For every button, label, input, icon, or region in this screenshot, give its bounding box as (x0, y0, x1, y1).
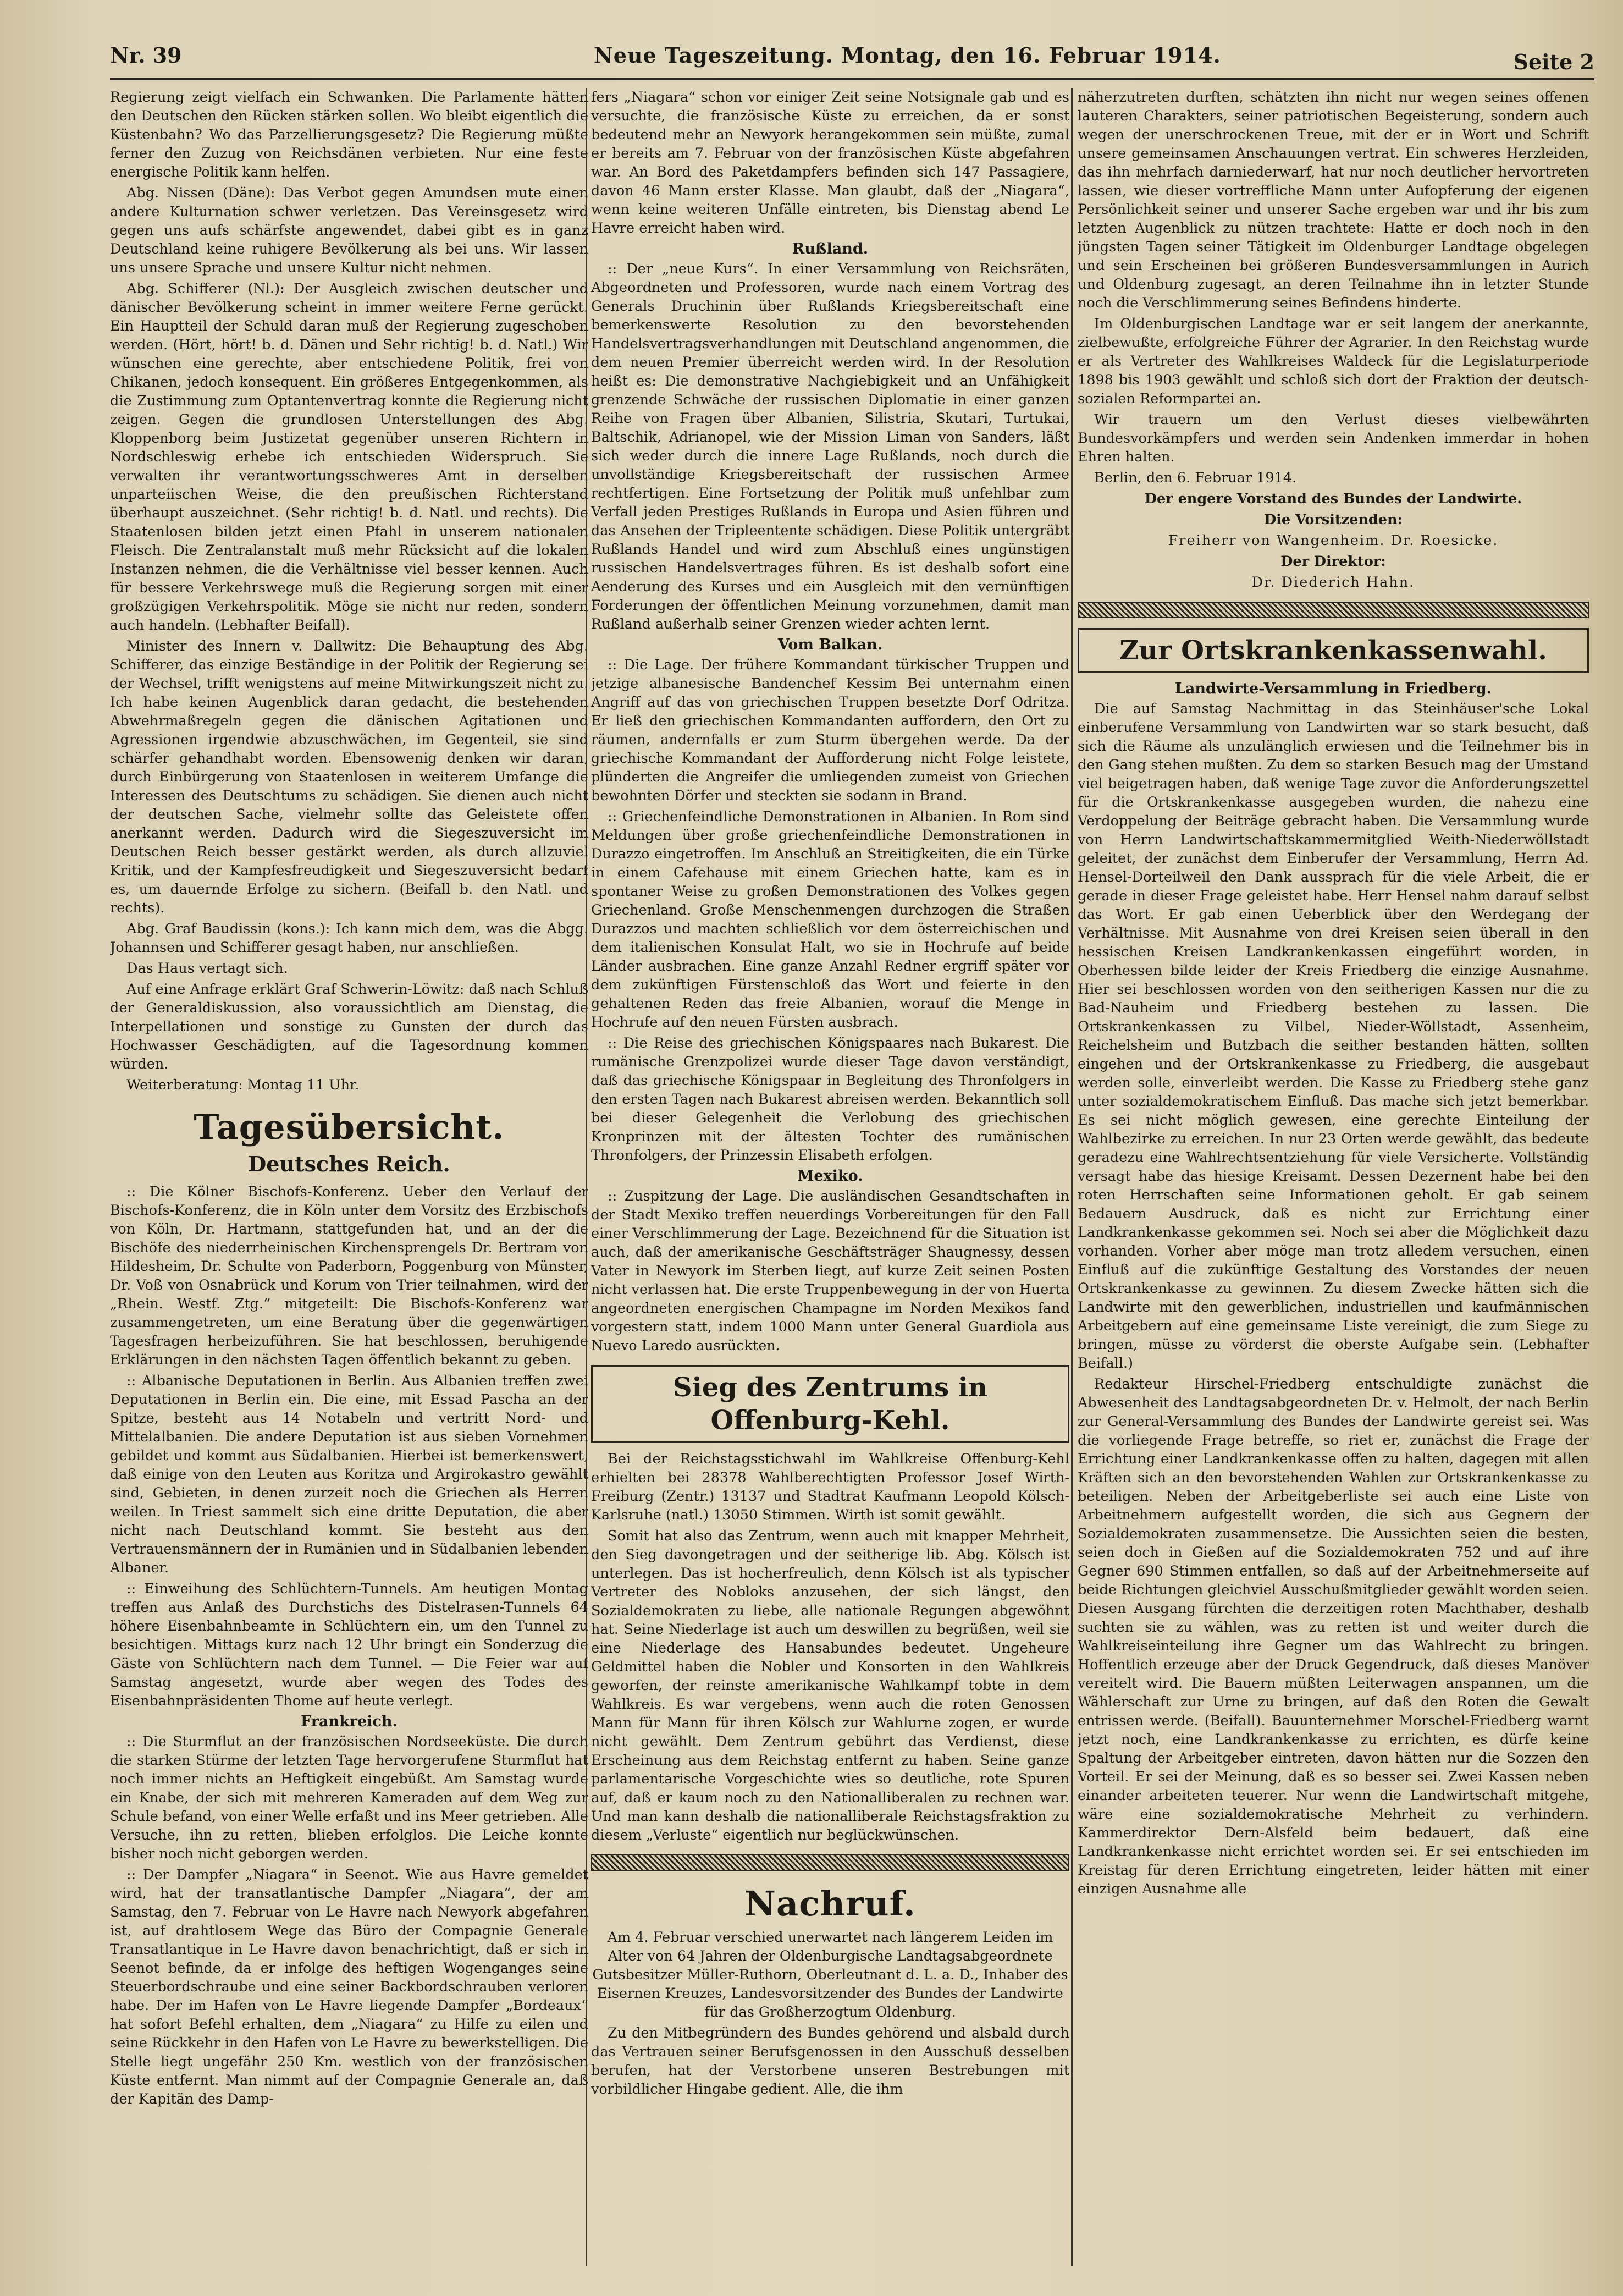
obituary-signatory-role: Der Direktor: (1280, 553, 1386, 570)
paragraph: Zu den Mitbegründern des Bundes gehörend und alsbald durch das Vertrauen seiner Berufsgenossen in den Ausschuß desselben berufen, hat der Verstorbene unseren Bestrebungen mit vorbildlicher Hingabe gedient. Alle, die ihm (591, 2025, 1069, 2097)
ornamental-rule (1078, 602, 1589, 618)
article-subtitle: Landwirte-Versammlung in Friedberg. (1174, 680, 1492, 697)
paragraph: Wir trauern um den Verlust dieses vielbewährten Bundesvorkämpfers und werden sein Andenken immerdar in hohen Ehren halten. (1078, 411, 1589, 465)
paragraph: Die auf Samstag Nachmittag in das Steinhäuser'sche Lokal einberufene Versammlung von Landwirten war so stark besucht, daß sich die Räume als unzulänglich erwiesen und die Teilnehmer bis in den Gang stehen mußten. Zu dem so starken Besuch mag der Umstand viel beigetragen haben, daß wenige Tage zuvor die Anforderungszettel für die Ortskrankenkasse ausgegeben wurden, die nahezu eine Verdoppelung der Beiträge gebracht haben. Die Versammlung wurde von Herrn Landwirtschaftskammermitglied Weith-Niederwöllstadt geleitet, der zunächst dem Einberufer der Versammlung, Herrn Ad. Hensel-Dorteilweil den Dank aussprach für die viele Arbeit, die er gerade in dieser Frage geleistet habe. Herr Hensel nahm darauf selbst das Wort. Er gab einen Ueberblick über den Werdegang der Verhältnisse. Mit Ausnahme von drei Kreisen seien überall in den hessischen Kreisen Landkrankenkassen eingeführt worden, in Oberhessen bilde leider der Kreis Friedberg die einzige Ausnahme. Hier sei beschlossen worden von den seitherigen Kassen nur die zu Bad-Nauheim und Friedberg bestehen zu lassen. Die Ortskrankenkassen zu Vilbel, Nieder-Wöllstadt, Assenheim, Reichelsheim und Butzbach die seither bestanden hätten, sollten eingehen und der Ortskrankenkasse zu Friedberg, die ausgebaut werden solle, einverleibt werden. Die Kasse zu Friedberg stehe ganz unter sozialdemokratischem Einfluß. Das mache sich jetzt bemerkbar. Es sei nicht möglich gewesen, eine gerechte Einteilung der Wahlbezirke zu erreichen. In nur 23 Orten werde gewählt, das bedeute geradezu eine Wahlrechtsentziehung für viele Versicherte. Vollständig versagt habe das hiesige Kreisamt. Dessen Dezernent habe bei den roten Herrschaften seine Informationen geholt. Er gab seinem Bedauern Ausdruck, daß es nicht zur Errichtung einer Landkrankenkasse gekommen sei. Noch sei aber die Möglichkeit dazu vorhanden. Vorher aber möge man trotz alledem versuchen, einen Einfluß auf die zukünftige Gestaltung des Vorstandes der neuen Ortskrankenkasse zu gewinnen. Zu diesem Zwecke hätten sich die Landwirte mit den gewerblichen, industriellen und kaufmännischen Arbeitgebern auf eine gemeinsame Liste vereinigt, die zum Siege zu bringen, müsse zu vörderst die oberste Aufgabe sein. (Lebhafter Beifall.) (1078, 701, 1589, 1372)
article-title-nachruf: Nachruf. (744, 1884, 916, 1924)
paragraph: Minister des Innern v. Dallwitz: Die Behauptung des Abg. Schifferer, das einzige Beständige in der Politik der Regierung sei der Wechsel, trifft wenigstens auf meine Mitwirkungszeit nicht zu. Ich habe keinen Augenblick daran gedacht, die bestehenden Abwehrmaßregeln gegen die dänischen Agitationen und Agressionen irgendwie abzuschwächen, im Gegenteil, sie sind schärfer gehandhabt worden. Ebensowenig denken wir daran, durch Einbürgerung von Staatenlosen in weiterem Umfange die Interessen des Deutschtums zu schädigen. Sie dienen auch nicht der deutschen Sache, vielmehr sollte das Geleistete offen anerkannt werden. Dadurch wird die Siegeszuversicht im Deutschen Reich besser gestärkt werden, als durch allzuviel Kritik, und der Kampfesfreudigkeit und Siegeszuversicht bedarf es, um dauernde Erfolge zu sichern. (Beifall b. den Natl. und rechts). (110, 638, 588, 916)
obituary-intro: Am 4. Februar verschied unerwartet nach längerem Leiden im Alter von 64 Jahren der Oldenburgische Landtagsabgeordnete Gutsbesitzer Müller-Ruthorn, Oberleutnant d. L. a. D., Inhaber des Eisernen Kreuzes, Landesvorsitzender des Bundes der Landwirte für das Großherzogtum Oldenburg. (592, 1929, 1068, 2020)
news-item: :: Zuspitzung der Lage. Die ausländischen Gesandtschaften in der Stadt Mexiko treffen neuerdings Vorbereitungen für den Fall einer Verschlimmerung der Lage. Bezeichnend für die Situation ist auch, daß der amerikanische Geschäftsträger Shaugnessy, dessen Vater in Newyork im Sterben liegt, auf kurze Zeit seinen Posten nicht verlassen hat. Die erste Truppenbewegung in der von Huerta angeordneten energischen Champagne im Norden Mexikos fand vorgestern statt, indem 1000 Mann unter General Guardiola aus Nuevo Laredo ausrückten. (591, 1188, 1069, 1354)
paragraph: Auf eine Anfrage erklärt Graf Schwerin-Löwitz: daß nach Schluß der Generaldiskussion, also voraussichtlich am Dienstag, die Interpellationen und sonstige zu Gunsten der durch das Hochwasser Geschädigten, auf die Tagesordnung kommen würden. (110, 981, 588, 1072)
paragraph: Redakteur Hirschel-Friedberg entschuldigte zunächst die Abwesenheit des Landtagsabgeordneten Dr. v. Helmolt, der nach Berlin zur General-Versammlung des Bundes der Landwirte gereist sei. Was die vorliegende Frage betreffe, so riet er, zunächst die Frage der Errichtung einer Landkrankenkasse offen zu halten, dagegen mit allen Kräften sich an den bevorstehenden Wahlen zur Ortskrankenkasse zu beteiligen. Neben der Arbeitgeberliste sei auch eine Liste von Arbeitnehmern aufgestellt worden, die sich aus Gegnern der Sozialdemokraten zusammensetze. Die Aussichten seien die besten, seien doch in Gießen auf die Sozialdemokraten 752 und auf ihre Gegner 690 Stimmen entfallen, so daß auf der Arbeitnehmerseite auf beide Richtungen gleichviel Ausschußmitglieder gewählt worden seien. Diesen Ausgang fürchten die derzeitigen roten Machthaber, deshalb suchten sie zu wählen, was zu retten ist und weiter durch die Wahlkreiseinteilung ihre Gegner um das Wahlrecht zu bringen. Hoffentlich erzeuge aber der Druck Gegendruck, daß dieses Manöver vereitelt wird. Die Bauern müßten Leiterwagen anspannen, um die Wählerschaft zur Urne zu bringen, auf daß den Roten die Gewalt entrissen werde. (Beifall). Bauunternehmer Morschel-Friedberg warnt jetzt noch, eine Landkrankenkasse zu errichten, es dürfe keine Spaltung der Arbeitgeber eintreten, davon hätten nur die Sozzen den Vorteil. Er sei der Meinung, daß es so besser sei. Zwei Kassen neben einander arbeiteten teuerer. Nur wenn die Landwirtschaft mitgehe, wäre eine sozialdemokratische Mehrheit zu verhindern. Kammerdirektor Dern-Alsfeld beim bedauert, daß eine Landkrankenkasse nicht errichtet worden sei. Er sei entschieden im Kreistag für deren Errichtung eingetreten, leider hätten mit einer einzigen Ausnahme alle (1078, 1376, 1589, 1897)
obituary-signatory: Der engere Vorstand des Bundes der Landwirte. (1144, 491, 1522, 507)
article-title-sieg-des-zentrums: Sieg des Zentrums in Offenburg-Kehl. (591, 1365, 1069, 1443)
news-item: :: Albanische Deputationen in Berlin. Aus Albanien treffen zwei Deputationen in Berlin ein. Die eine, mit Essad Pascha an der Spitze, besteht aus 14 Notabeln und vertritt Nord- und Mittelalbanien. Die andere Deputation ist aus sieben Vornehmen gebildet und kommt aus Südalbanien. Hierbei ist bemerkenswert, daß einige von den Leuten aus Koritza und Argirokastro gewählt sind, Gebieten, in denen zurzeit noch die Griechen als Herren weilen. In Triest sammelt sich eine dritte Deputation, die aber nicht nach Deutschland kommt. Sie besteht aus den Vertrauensmännern der in Rumänien und in Südalbanien lebenden Albaner. (110, 1373, 588, 1576)
paragraph: Das Haus vertagt sich. (126, 960, 288, 977)
news-item: :: Die Reise des griechischen Königspaares nach Bukarest. Die rumänische Grenzpolizei wurde dieser Tage davon verständigt, daß das griechische Königspaar in Begleitung des Thronfolgers in den ersten Tagen nach Bukarest abreisen werden. Bekanntlich soll bei dieser Gelegenheit die Verlobung des griechischen Kronprinzen mit der ältesten Tochter des rumänischen Thronfolgers, der Prinzessin Elisabeth erfolgen. (591, 1035, 1069, 1164)
obituary-signatory-role: Die Vorsitzenden: (1264, 511, 1403, 528)
paragraph: Somit hat also das Zentrum, wenn auch mit knapper Mehrheit, den Sieg davongetragen und der seitherige lib. Abg. Kölsch ist unterlegen. Das ist hocherfreulich, denn Kölsch ist als typischer Vertreter des Nobloks anzusehen, der sich längst, den Sozialdemokraten zu liebe, alle nationale Regungen abgewöhnt hat. Seine Niederlage ist auch um deswillen zu begrüßen, weil sie eine Niederlage des Hansabundes bedeutet. Ungeheure Geldmittel haben die Nobler und Konsorten in den Wahlkreis geworfen, der reinste amerikanische Wahlkampf tobte in dem Wahlkreis. Es war vergebens, wenn auch die roten Genossen Mann für Mann für ihren Kölsch zur Wahlurne zogen, er wurde nicht gewählt. Dem Zentrum gebührt das Verdienst, diese Erscheinung aus dem Reichstag entfernt zu haben. Seine ganze parlamentarische Vorgeschichte wies so deutliche, rote Spuren auf, daß er kaum noch zu den Nationalliberalen zu rechnen war. Und man kann deshalb die nationalliberale Reichstagsfraktion zu diesem „Verluste“ eigentlich nur beglückwünschen. (591, 1528, 1069, 1843)
subsection-title-deutsches-reich: Deutsches Reich. (248, 1152, 450, 1176)
paragraph: fers „Niagara“ schon vor einiger Zeit seine Notsignale gab und es versuchte, die französische Küste zu erreichen, da er sonst bedeutend mehr an Newyork herangekommen sein müßte, zumal er bereits am 7. Februar von der französischen Küste abgefahren war. An Bord des Paketdampfers befinden sich 147 Passagiere, davon 46 Mann erster Klasse. Man glaubt, daß der „Niagara“, wenn keine weiteren Unfälle eintreten, bis Dienstag abend Le Havre erreicht haben wird. (591, 89, 1069, 236)
paragraph: Regierung zeigt vielfach ein Schwanken. Die Parlamente hätten den Deutschen den Rücken stärken sollen. Wo bleibt eigentlich die Küstenbahn? Wo das Parzellierungsgesetz? Die Regierung müßte ferner den Zuzug von Reichsdänen verbieten. Nur eine feste energische Politik kann helfen. (110, 89, 588, 180)
paragraph: Abg. Nissen (Däne): Das Verbot gegen Amundsen mute einen andere Kulturnation schwer verletzen. Das Vereinsgesetz wird gegen uns aufs schärfste angewendet, dabei gibt es in ganz Deutschland keine ruhigere Bevölkerung als bei uns. Wir lassen uns unsere Sprache und unsere Kultur nicht nehmen. (110, 185, 588, 276)
paragraph: Weiterberatung: Montag 11 Uhr. (126, 1077, 360, 1093)
news-item: :: Der „neue Kurs“. In einer Versammlung von Reichsräten, Abgeordneten und Professoren, wurde nach einem Vortrag des Generals Druchinin über Rußlands Kriegsbereitschaft eine bemerkenswerte Resolution zu den bevorstehenden Handelsvertragsverhandlungen mit Deutschland angenommen, die dem neuen Premier überreicht werden wird. In der Resolution heißt es: Die demonstrative Nachgiebigkeit und an Unfähigkeit grenzende Schwäche der russischen Diplomatie in einer ganzen Reihe von Fragen über Albanien, Silistria, Skutari, Turtukai, Baltschik, Adrianopel, wie der Mission Liman von Sanders, läßt sich weder durch die innere Lage Rußlands, noch durch die unvollständige Kriegsbereitschaft der russischen Armee rechtfertigen. Eine Fortsetzung der Politik muß unfehlbar zum Verfall jeden Prestiges Rußlands in Europa und Asien führen und das Ansehen der Tripleentente schädigen. Diese Politik untergräbt Rußlands Handel und wird zum Abschluß eines ungünstigen russischen Handelsvertrages führen. Es ist deshalb sofort eine Aenderung des Kurses und ein Ausgleich mit den vernünftigen Forderungen der öffentlichen Meinung vorzunehmen, damit man Rußland außerhalb seiner Grenzen wieder achten lernt. (591, 261, 1069, 632)
newspaper-title-date: Neue Tageszeitung. Montag, den 16. Februar 1914. (594, 43, 1221, 68)
country-heading-mexiko: Mexiko. (797, 1168, 863, 1185)
section-title-tagesuebersicht: Tagesübersicht. (194, 1107, 505, 1147)
news-item: :: Einweihung des Schlüchtern-Tunnels. Am heutigen Montag treffen aus Anlaß des Durchstichs des Distelrasen-Tunnels 64 höhere Eisenbahnbeamte in Schlüchtern ein, um den Tunnel zu besichtigen. Mittags kurz nach 12 Uhr bringt ein Sonderzug die Gäste von Schlüchtern nach dem Tunnel. — Die Feier war auf Samstag angesetzt, wurde aber wegen des Todes des Eisenbahnpräsidenten Thome auf heute verlegt. (110, 1581, 588, 1709)
news-item: :: Der Dampfer „Niagara“ in Seenot. Wie aus Havre gemeldet wird, hat der transatlantische Dampfer „Niagara“, der am Samstag, den 7. Februar von Le Havre nach Newyork abgefahren ist, auf drahtlosem Wege das Büro der Compagnie Generale Transatlantique in Le Havre davon benachrichtigt, daß er sich in Seenot befinde, da er infolge des heftigen Wogenganges seine Steuerbordschraube und eine seiner Backbordschrauben verloren habe. Der im Hafen von Le Havre liegende Dampfer „Bordeaux“ hat sofort Befehl erhalten, dem „Niagara“ zu Hilfe zu eilen und seine Rückkehr in den Hafen von Le Havre zu bewerkstelligen. Die Stelle liegt ungefähr 250 Km. westlich von der französischen Küste entfernt. Man nimmt auf der Compagnie Generale an, daß der Kapitän des Damp- (110, 1866, 588, 2107)
column-divider (1071, 88, 1073, 2266)
country-heading-balkan: Vom Balkan. (777, 636, 883, 653)
column-3 (1078, 88, 1589, 2266)
masthead (110, 43, 1594, 76)
country-heading-russland: Rußland. (792, 240, 869, 257)
paragraph: Abg. Schifferer (Nl.): Der Ausgleich zwischen deutscher und dänischer Bevölkerung scheint in immer weitere Ferne gerückt. Ein Hauptteil der Schuld daran muß der Regierung zugeschoben werden. (Hört, hört! b. d. Dänen und Sehr richtig! b. d. Natl.) Wir wünschen eine gerechte, aber entschiedene Politik, frei von Chikanen, jedoch konsequent. Ein größeres Entgegenkommen, als die Zustimmung zum Optantenvertrag konnte die Regierung nicht zeigen. Gegen die grundlosen Unterstellungen des Abg. Kloppenborg beim Justizetat gegenüber unseren Richtern in Nordschleswig erhebe ich entschieden Widerspruch. Sie verwalten ihr verantwortungsschweres Amt in derselben unparteiischen Weise, die den preußischen Richterstand überhaupt auszeichnet. (Sehr richtig! b. d. Natl. und rechts). Die Staatenlosen bilden jetzt einen Pfahl in unserem nationalen Fleisch. Die Zentralanstalt muß mehr Rücksicht auf die lokalen Instanzen nehmen, die die Verhältnisse viel besser kennen. Auch für bessere Verkehrswege muß die Regierung sorgen mit einer großzügigen Verkehrspolitik. Möge sie nicht nur reden, sondern auch handeln. (Lebhafter Beifall). (110, 280, 588, 634)
column-2 (591, 88, 1069, 2266)
news-item: :: Die Sturmflut an der französischen Nordseeküste. Die durch die starken Stürme der letzten Tage hervorgerufene Sturmflut hat noch immer nichts an Heftigkeit eingebüßt. Am Samstag wurde ein Knabe, der sich mit mehreren Kameraden auf dem Weg zur Schule befand, von einer Welle erfaßt und ins Meer getrieben. Alle Versuche, ihn zu retten, blieben erfolglos. Die Leiche konnte bisher noch nicht geborgen werden. (110, 1733, 588, 1862)
paragraph: Abg. Graf Baudissin (kons.): Ich kann mich dem, was die Abgg. Johannsen und Schifferer gesagt haben, nur anschließen. (110, 921, 588, 956)
obituary-date: Berlin, den 6. Februar 1914. (1094, 470, 1297, 486)
paragraph: Bei der Reichstagsstichwahl im Wahlkreise Offenburg-Kehl erhielten bei 28378 Wahlberechtigten Professor Josef Wirth-Freiburg (Zentr.) 13137 und Stadtrat Kaufmann Leopold Kölsch-Karlsruhe (natl.) 13050 Stimmen. Wirth ist somit gewählt. (591, 1451, 1069, 1523)
news-item: :: Griechenfeindliche Demonstrationen in Albanien. In Rom sind Meldungen über große griechenfeindliche Demonstrationen in Durazzo eingetroffen. Im Anschluß an Streitigkeiten, die ein Türke in einem Cafehause mit einem Griechen hatte, kam es in spontaner Weise zu großen Demonstrationen des Volkes gegen Griechenland. Große Menschenmengen durchzogen die Straßen Durazzos und machten schließlich vor dem österreichischen und dem italienischen Konsulat Halt, wo sie in Hochrufe auf beide Länder ausbrachen. Eine ganze Anzahl Redner ergriff später vor dem zukünftigen Fürstenschloß das Wort und feierte in den gehaltenen Reden das freie Albanien, worauf die Menge in Hochrufe auf den neuen Fürsten ausbrach. (591, 808, 1069, 1031)
news-item: :: Die Kölner Bischofs-Konferenz. Ueber den Verlauf der Bischofs-Konferenz, die in Köln unter dem Vorsitz des Erzbischofs von Köln, Dr. Hartmann, stattgefunden hat, und an der die Bischöfe des niederrheinischen Kirchensprengels Dr. Bertram von Hildesheim, Dr. Schulte von Paderborn, Poggenburg von Münster, Dr. Voß von Osnabrück und Korum von Trier teilnahmen, wird der „Rhein. Westf. Ztg.“ mitgeteilt: Die Bischofs-Konferenz war zusammengetreten, um eine Beratung über die gegenwärtigen Tagesfragen herbeizuführen. Sie hat beschlossen, beruhigende Erklärungen in den nächsten Tagen öffentlich bekannt zu geben. (110, 1183, 588, 1368)
column-1 (110, 88, 588, 2266)
country-heading-frankreich: Frankreich. (301, 1713, 398, 1730)
page-number: Seite 2 (1513, 49, 1594, 74)
paragraph: Im Oldenburgischen Landtage war er seit langem der anerkannte, zielbewußte, erfolgreiche Führer der Agrarier. In den Reichstag wurde er als Vertreter des Wahlkreises Waldeck für die Legislaturperiode 1898 bis 1903 gewählt und schloß sich dort der Fraktion der deutsch-sozialen Reformpartei an. (1078, 316, 1589, 407)
ornamental-rule (591, 1854, 1069, 1871)
obituary-signatory-names: Dr. Diederich Hahn. (1251, 574, 1415, 591)
paragraph: näherzutreten durften, schätzten ihn nicht nur wegen seines offenen lauteren Charakters, seiner patriotischen Begeisterung, sondern auch wegen der unerschrockenen Treue, mit der er in Wort und Schrift unsere gemeinsamen Anschauungen vertrat. Ein schweres Herzleiden, das ihn mehrfach darniederwarf, hat nur noch deutlicher hervortreten lassen, wie dieser vortreffliche Mann unter Aufopferung der eigenen Persönlichkeit seiner und unserer Sache ergeben war und ihr bis zum letzten Augenblick zu nützen trachtete: Hatte er doch noch in den jüngsten Tagen seiner Tätigkeit im Oldenburger Landtage obgelegen und sein Erscheinen bei größeren Bundesversammlungen in Aurich und Oldenburg zugesagt, an deren Teilnahme ihn in letzter Stunde noch die Verschlimmerung seines Befindens hinderte. (1078, 89, 1589, 311)
obituary-signatory-names: Freiherr von Wangenheim. Dr. Roesicke. (1168, 532, 1499, 549)
article-title-ortskrankenkassenwahl: Zur Ortskrankenkassenwahl. (1078, 628, 1589, 673)
news-item: :: Die Lage. Der frühere Kommandant türkischer Truppen und jetzige albanesische Bandenchef Kessim Bei unternahm einen Angriff auf das von griechischen Truppen besetzte Dorf Odritza. Er ließ den griechischen Kommandanten auffordern, den Ort zu räumen, andernfalls er zum Sturm übergehen werde. Da der griechische Kommandant der Aufforderung nicht Folge leistete, plünderten die Angreifer die umliegenden zumeist von Griechen bewohnten Dörfer und steckten sie sodann in Brand. (591, 657, 1069, 804)
masthead-rule (110, 78, 1594, 80)
issue-number: Nr. 39 (110, 43, 182, 68)
